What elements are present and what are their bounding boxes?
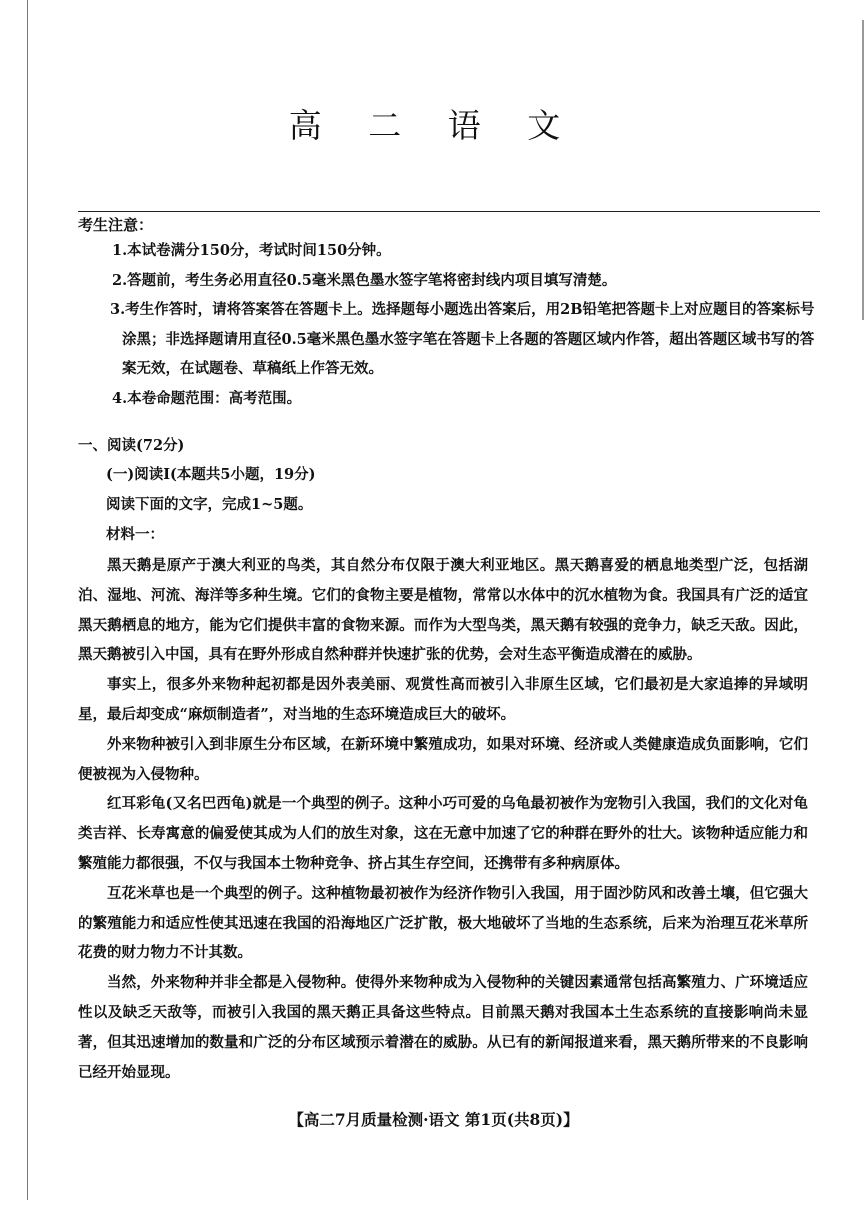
passage-paragraph: 事实上，很多外来物种起初都是因外表美丽、观赏性高而被引入非原生区域，它们最初是大家追捧的异域明星，最后却变成“麻烦制造者”，对当地的生态环境造成巨大的破坏。 [78, 676, 808, 723]
passage-paragraph: 当然，外来物种并非全都是入侵物种。使得外来物种成为入侵物种的关键因素通常包括高繁殖力、广环境适应性以及缺乏天敌等，而被引入我国的黑天鹅正具备这些特点。目前黑天鹅对我国本土生态系统的直接影响尚未显著，但其迅速增加的数量和广泛的分布区域预示着潜在的威胁。从已有的新闻报道来看，黑天鹅所带来的不良影响已经开始显现。 [78, 974, 808, 1081]
section-subheading: (一)阅读Ⅰ(本题共5小题，19分) [106, 466, 316, 483]
margin-rule-left [27, 0, 28, 1200]
material-label: 材料一： [106, 526, 164, 543]
header-divider [78, 211, 820, 212]
section-heading: 一、阅读(72分) [78, 437, 185, 454]
notice-heading: 考生注意： [78, 216, 154, 234]
page-title: 高 二 语 文 [288, 106, 579, 145]
notice-list [78, 236, 818, 413]
section-instruction: 阅读下面的文字，完成1~5题。 [106, 496, 313, 513]
margin-rule-right [862, 20, 864, 320]
notice-item-1: 1.本试卷满分150分，考试时间150分钟。 [112, 242, 391, 259]
notice-item-4: 4.本卷命题范围：高考范围。 [112, 389, 302, 407]
passage-paragraph: 外来物种被引入到非原生分布区域，在新环境中繁殖成功，如果对环境、经济或人类健康造成负面影响，它们便被视为入侵物种。 [78, 735, 808, 783]
page-footer: 【高二7月质量检测·语文 第1页(共8页)】 [288, 1110, 579, 1129]
passage-body [78, 551, 808, 1087]
passage-paragraph: 黑天鹅是原产于澳大利亚的鸟类，其自然分布仅限于澳大利亚地区。黑天鹅喜爱的栖息地类型广泛，包括湖泊、湿地、河流、海洋等多种生境。它们的食物主要是植物，常常以水体中的沉水植物为食。我国具有广泛的适宜黑天鹅栖息的地方，能为它们提供丰富的食物来源。而作为大型鸟类，黑天鹅有较强的竞争力，缺乏天敌。因此，黑天鹅被引入中国，具有在野外形成自然种群并快速扩张的优势，会对生态平衡造成潜在的威胁。 [78, 557, 808, 664]
passage-paragraph: 红耳彩龟(又名巴西龟)就是一个典型的例子。这种小巧可爱的乌龟最初被作为宠物引入我国，我们的文化对龟类吉祥、长寿寓意的偏爱使其成为人们的放生对象，这在无意中加速了它的种群在野外的壮大。该物种适应能力和繁殖能力都很强，不仅与我国本土物种竞争、挤占其生存空间，还携带有多种病原体。 [78, 795, 808, 872]
notice-item-3: 3.考生作答时，请将答案答在答题卡上。选择题每小题选出答案后，用2B铅笔把答题卡上对应题目的答案标号涂黑；非选择题请用直径0.5毫米黑色墨水签字笔在答题卡上各题的答题区域内作答，超出答题区域书写的答案无效，在试题卷、草稿纸上作答无效。 [110, 301, 815, 377]
passage-paragraph: 互花米草也是一个典型的例子。这种植物最初被作为经济作物引入我国，用于固沙防风和改善土壤，但它强大的繁殖能力和适应性使其迅速在我国的沿海地区广泛扩散，极大地破坏了当地的生态系统，后来为治理互花米草所花费的财力物力不计其数。 [78, 884, 808, 962]
notice-item-2: 2.答题前，考生务必用直径0.5毫米黑色墨水签字笔将密封线内项目填写清楚。 [112, 271, 617, 289]
